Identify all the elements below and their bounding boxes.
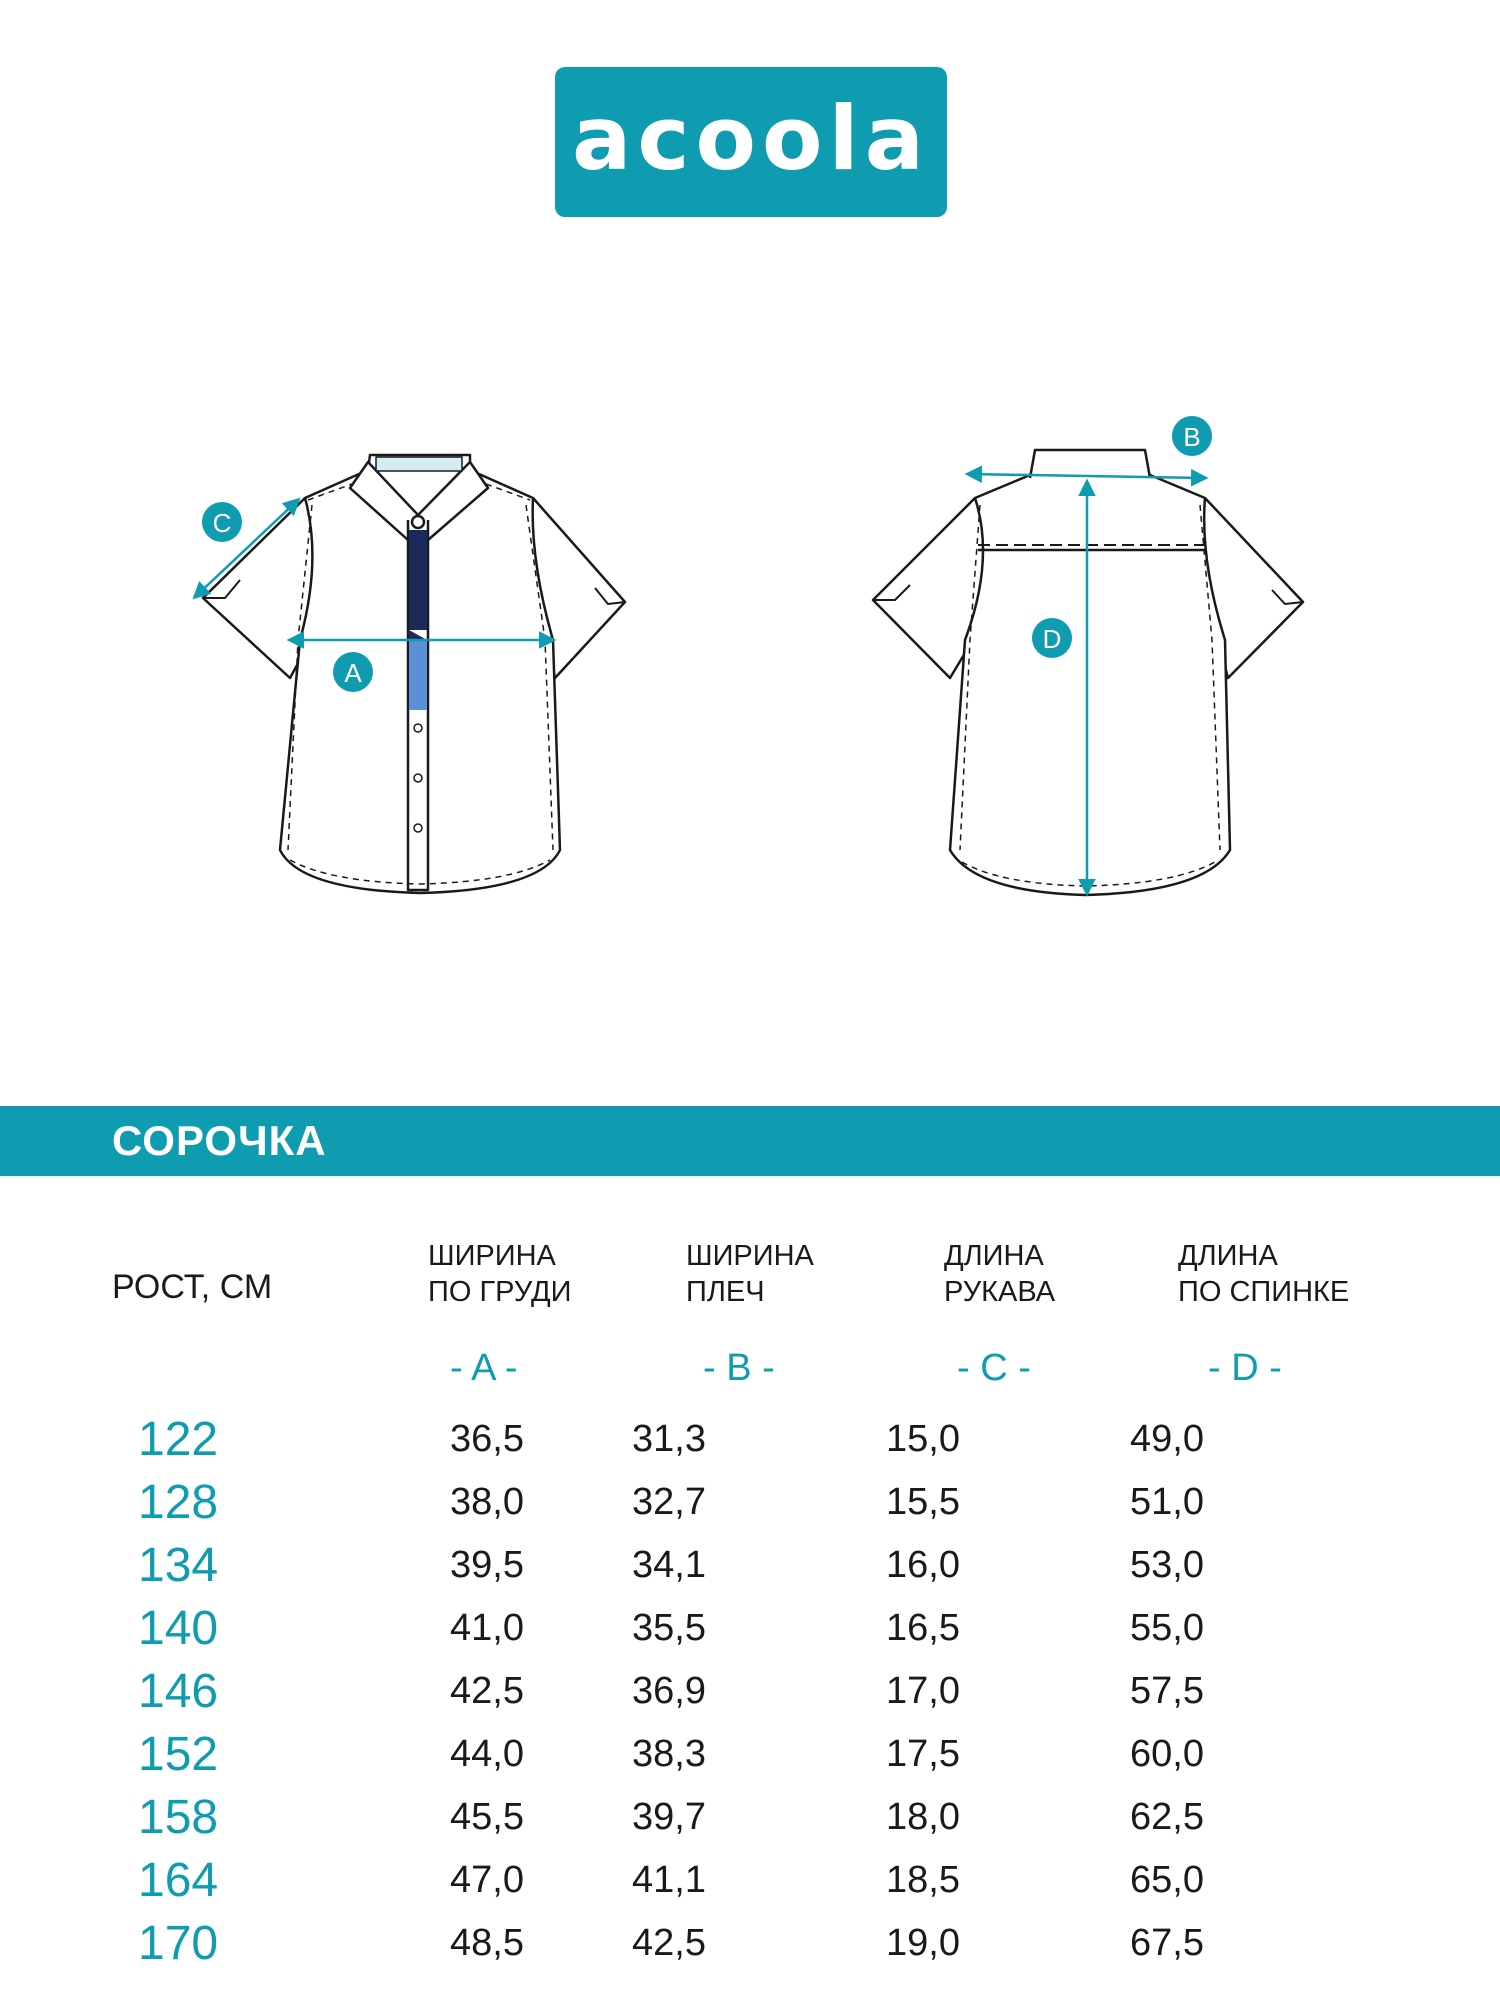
sleeve-length-cell: 16,0 [886, 1544, 960, 1586]
marker-a-label: A [344, 658, 362, 688]
sleeve-length-cell: 17,0 [886, 1670, 960, 1712]
marker-b-label: B [1183, 422, 1201, 452]
brand-logo-text: acoola [571, 87, 930, 190]
column-header-line1: ДЛИНА [1178, 1240, 1278, 1272]
table-row [0, 1786, 1418, 1849]
back-length-cell: 65,0 [1130, 1859, 1204, 1901]
column-header-line1: ДЛИНА [944, 1240, 1044, 1272]
column-header-chest-width [428, 1238, 571, 1310]
chest-width-cell: 45,5 [450, 1796, 524, 1838]
back-length-cell: 67,5 [1130, 1922, 1204, 1964]
shoulder-width-cell: 34,1 [632, 1544, 706, 1586]
shoulder-width-cell: 38,3 [632, 1733, 706, 1775]
chest-width-cell: 41,0 [450, 1607, 524, 1649]
table-row [0, 1912, 1418, 1975]
sleeve-length-cell: 16,5 [886, 1607, 960, 1649]
back-length-cell: 60,0 [1130, 1733, 1204, 1775]
height-cell: 170 [138, 1917, 219, 1970]
height-cell: 152 [138, 1728, 219, 1781]
height-cell: 134 [138, 1539, 219, 1592]
height-cell: 122 [138, 1413, 219, 1466]
sleeve-length-cell: 17,5 [886, 1733, 960, 1775]
column-header-sleeve-length [944, 1238, 1055, 1310]
chest-width-cell: 47,0 [450, 1859, 524, 1901]
height-cell: 140 [138, 1602, 219, 1655]
shoulder-width-cell: 32,7 [632, 1481, 706, 1523]
chest-width-cell: 36,5 [450, 1418, 524, 1460]
table-row [0, 1849, 1418, 1912]
size-table [0, 1408, 1418, 1975]
table-row [0, 1534, 1418, 1597]
sleeve-length-cell: 15,0 [886, 1418, 960, 1460]
chest-width-cell: 39,5 [450, 1544, 524, 1586]
column-letter-a: - A - [450, 1347, 518, 1389]
height-cell: 146 [138, 1665, 219, 1718]
sleeve-length-cell: 18,5 [886, 1859, 960, 1901]
back-length-cell: 55,0 [1130, 1607, 1204, 1649]
column-header-line2: ПО ГРУДИ [428, 1276, 572, 1308]
marker-d-label: D [1042, 624, 1062, 654]
shirt-front-view [203, 455, 625, 893]
sleeve-length-cell: 15,5 [886, 1481, 960, 1523]
shoulder-width-cell: 39,7 [632, 1796, 706, 1838]
chest-width-cell: 38,0 [450, 1481, 524, 1523]
column-letter-b: - B - [703, 1347, 775, 1389]
chest-width-cell: 44,0 [450, 1733, 524, 1775]
height-cell: 164 [138, 1854, 219, 1907]
column-header-line2: РУКАВА [944, 1276, 1056, 1308]
shoulder-width-cell: 35,5 [632, 1607, 706, 1649]
shoulder-width-cell: 36,9 [632, 1670, 706, 1712]
shoulder-width-cell: 31,3 [632, 1418, 706, 1460]
column-header-shoulder-width [686, 1238, 814, 1310]
chest-width-cell: 48,5 [450, 1922, 524, 1964]
column-letter-d: - D - [1208, 1347, 1282, 1389]
sleeve-length-cell: 18,0 [886, 1796, 960, 1838]
back-length-cell: 53,0 [1130, 1544, 1204, 1586]
chest-width-cell: 42,5 [450, 1670, 524, 1712]
shoulder-width-cell: 41,1 [632, 1859, 706, 1901]
column-letter-c: - C - [957, 1347, 1031, 1389]
column-header-back-length [1178, 1238, 1349, 1310]
table-row [0, 1597, 1418, 1660]
height-cell: 128 [138, 1476, 219, 1529]
product-title: СОРОЧКА [112, 1117, 327, 1164]
back-length-cell: 62,5 [1130, 1796, 1204, 1838]
column-header-line2: ПО СПИНКЕ [1178, 1276, 1350, 1308]
sleeve-length-cell: 19,0 [886, 1922, 960, 1964]
table-row [0, 1660, 1418, 1723]
column-header-line1: ШИРИНА [686, 1240, 814, 1272]
back-length-cell: 51,0 [1130, 1481, 1204, 1523]
column-header-line2: ПЛЕЧ [686, 1276, 765, 1308]
height-cell: 158 [138, 1791, 219, 1844]
marker-c-label: C [212, 508, 232, 538]
column-header-line1: ШИРИНА [428, 1240, 556, 1272]
product-title-band [0, 1106, 1500, 1176]
table-row [0, 1471, 1418, 1534]
back-length-cell: 49,0 [1130, 1418, 1204, 1460]
shoulder-width-cell: 42,5 [632, 1922, 706, 1964]
back-length-cell: 57,5 [1130, 1670, 1204, 1712]
table-row [0, 1408, 1418, 1471]
table-row [0, 1723, 1418, 1786]
height-column-header: РОСТ, СМ [112, 1268, 273, 1306]
